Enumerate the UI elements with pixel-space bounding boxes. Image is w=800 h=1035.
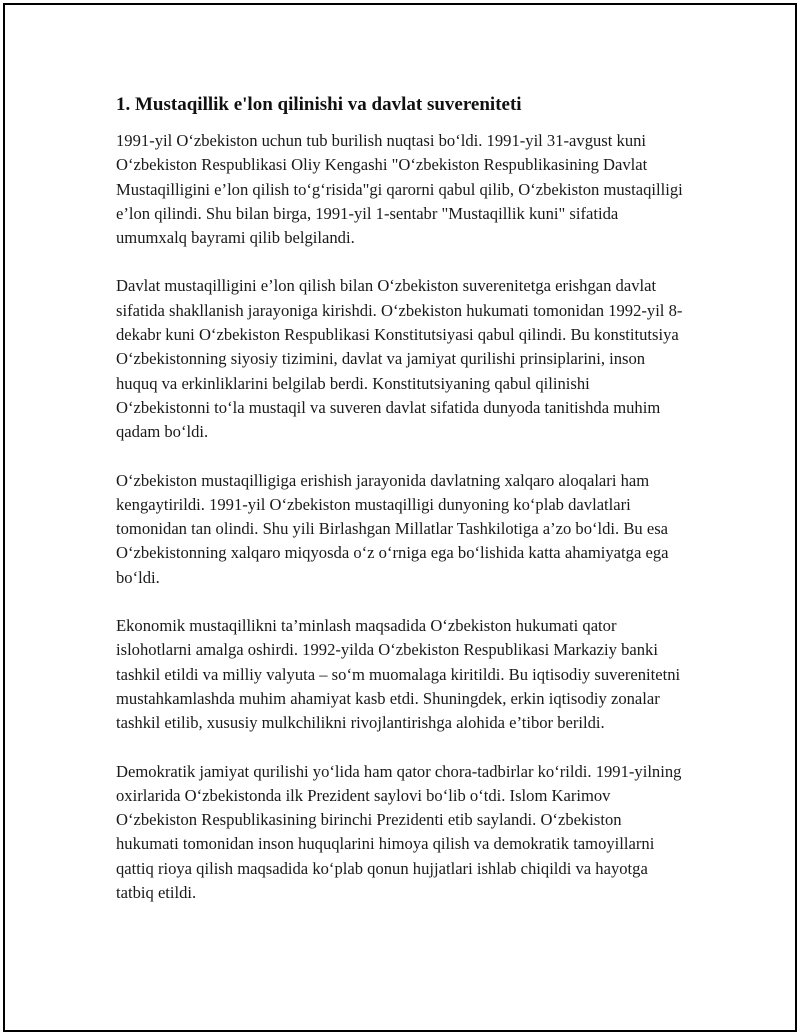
- paragraph-4: Ekonomik mustaqillikni ta’minlash maqsadida O‘zbekiston hukumati qator islohotlarni amalga oshirdi. 1992-yilda O‘zbekiston Respublikasi Markaziy banki tashkil etildi va milliy valyuta – so‘m muomalaga kiritildi. Bu iqtisodiy suverenitetni mustahkamlashda muhim ahamiyat kasb etdi. Shuningdek, erkin iqtisodiy zonalar tashkil etilib, xususiy mulkchilikni rivojlantirishga alohida e’tibor berildi.: [116, 616, 681, 733]
- paragraph-1: 1991-yil O‘zbekiston uchun tub burilish nuqtasi bo‘ldi. 1991-yil 31-avgust kuni O‘zbekiston Respublikasi Oliy Kengashi "O‘zbekiston Respublikasining Davlat Mustaqilligini e’lon qilish to‘g‘risida"gi qarorni qabul qilib, O‘zbekiston mustaqilligi e’lon qilindi. Shu bilan birga, 1991-yil 1-sentabr "Mustaqillik kuni" sifatida umumxalq bayrami qilib belgilandi.: [116, 131, 683, 248]
- document-body: [116, 92, 686, 929]
- paragraph-3: O‘zbekiston mustaqilligiga erishish jarayonida davlatning xalqaro aloqalari ham kengaytirildi. 1991-yil O‘zbekiston mustaqilligi dunyoning ko‘plab davlatlari tomonidan tan olindi. Shu yili Birlashgan Millatlar Tashkilotiga a’zo bo‘ldi. Bu esa O‘zbekistonning xalqaro miqyosda o‘z o‘rniga ega bo‘lishida katta ahamiyatga ega bo‘ldi.: [116, 470, 669, 587]
- paragraph-5: Demokratik jamiyat qurilishi yo‘lida ham qator chora-tadbirlar ko‘rildi. 1991-yilning oxirlarida O‘zbekistonda ilk Prezident saylovi bo‘lib o‘tdi. Islom Karimov O‘zbekiston Respublikasining birinchi Prezidenti etib saylandi. O‘zbekiston hukumati tomonidan inson huquqlarini himoya qilish va demokratik tamoyillarni qattiq rioya qilish maqsadida ko‘plab qonun hujjatlari ishlab chiqildi va hayotga tatbiq etildi.: [116, 761, 682, 903]
- paragraph-2: Davlat mustaqilligini e’lon qilish bilan O‘zbekiston suverenitetga erishgan davlat sifatida shakllanish jarayoniga kirishdi. O‘zbekiston hukumati tomonidan 1992-yil 8-dekabr kuni O‘zbekiston Respublikasi Konstitutsiyasi qabul qilindi. Bu konstitutsiya O‘zbekistonning siyosiy tizimini, davlat va jamiyat qurilishi prinsiplarini, inson huquq va erkinliklarini belgilab berdi. Konstitutsiyaning qabul qilinishi O‘zbekistonni to‘la mustaqil va suveren davlat sifatida dunyoda tanitishda muhim qadam bo‘ldi.: [116, 276, 683, 442]
- section-title: 1. Mustaqillik e'lon qilinishi va davlat suvereniteti: [116, 94, 522, 115]
